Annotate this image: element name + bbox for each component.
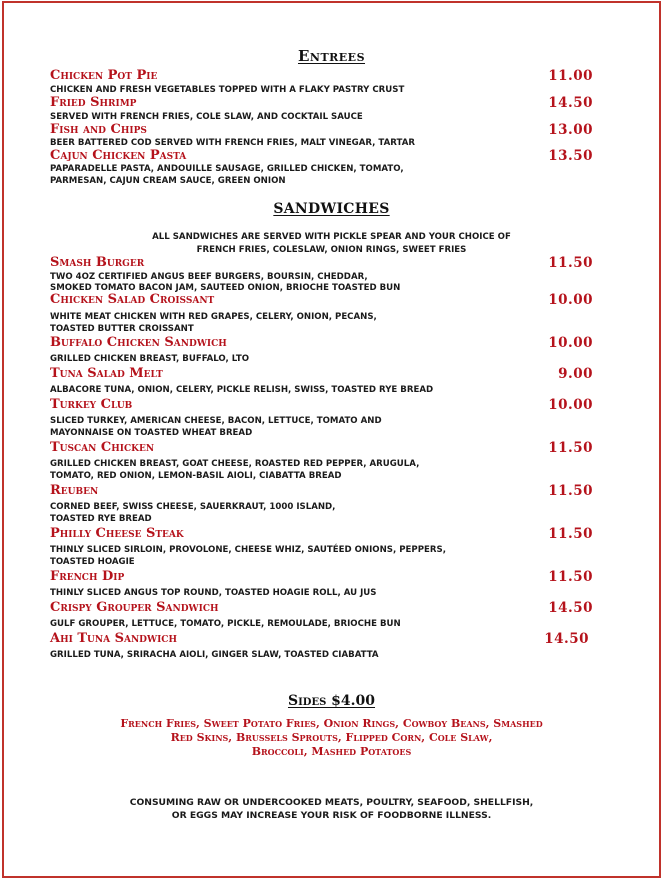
menu-item-description: SLICED TURKEY, AMERICAN CHEESE, BACON, LETTUCE, TOMATO AND xyxy=(50,416,382,426)
menu-item-name: Buffalo Chicken Sandwich xyxy=(50,335,227,350)
menu-item-price: 10.00 xyxy=(548,292,593,308)
menu-item-description: TOMATO, RED ONION, LEMON-BASIL AIOLI, CIABATTA BREAD xyxy=(50,471,342,481)
menu-item-price: 11.50 xyxy=(548,526,593,542)
menu-item-price: 14.50 xyxy=(544,631,589,647)
menu-item-price: 11.50 xyxy=(548,255,593,271)
menu-item-name: Chicken Pot Pie xyxy=(50,68,158,83)
menu-item-description: TWO 4OZ CERTIFIED ANGUS BEEF BURGERS, BOURSIN, CHEDDAR, xyxy=(50,272,368,282)
menu-item-price: 14.50 xyxy=(548,600,593,616)
menu-item-description: SMOKED TOMATO BACON JAM, SAUTEED ONION, BRIOCHE TOASTED BUN xyxy=(50,283,401,293)
menu-item-price: 10.00 xyxy=(548,397,593,413)
menu-item-name: Cajun Chicken Pasta xyxy=(50,148,187,163)
sandwiches-heading: SANDWICHES xyxy=(273,201,390,217)
menu-item-description: CORNED BEEF, SWISS CHEESE, SAUERKRAUT, 1000 ISLAND, xyxy=(50,502,336,512)
menu-item-price: 10.00 xyxy=(548,335,593,351)
menu-item-description: THINLY SLICED SIRLOIN, PROVOLONE, CHEESE WHIZ, SAUTÉED ONIONS, PEPPERS, xyxy=(50,545,446,555)
menu-item-name: Smash Burger xyxy=(50,255,145,270)
menu-item-name: Chicken Salad Croissant xyxy=(50,292,215,307)
menu-item-name: Fried Shrimp xyxy=(50,95,137,110)
menu-item-description: TOASTED RYE BREAD xyxy=(50,514,152,524)
menu-item-name: Tuscan Chicken xyxy=(50,440,155,455)
menu-item-description: CHICKEN AND FRESH VEGETABLES TOPPED WITH A FLAKY PASTRY CRUST xyxy=(50,85,405,95)
menu-page xyxy=(2,1,661,878)
entrees-heading: Entrees xyxy=(297,47,366,65)
menu-item-description: GULF GROUPER, LETTUCE, TOMATO, PICKLE, REMOULADE, BRIOCHE BUN xyxy=(50,619,401,629)
menu-item-price: 11.50 xyxy=(548,440,593,456)
menu-item-price: 14.50 xyxy=(548,95,593,111)
menu-item-name: Crispy Grouper Sandwich xyxy=(50,600,219,615)
menu-item-description: THINLY SLICED ANGUS TOP ROUND, TOASTED HOAGIE ROLL, AU JUS xyxy=(50,588,377,598)
menu-item-name: Reuben xyxy=(50,483,99,498)
menu-item-name: Fish and Chips xyxy=(50,122,147,137)
menu-item-description: PARMESAN, CAJUN CREAM SAUCE, GREEN ONION xyxy=(50,176,286,186)
sides-list: French Fries, Sweet Potato Fries, Onion Rings, Cowboy Beans, Smashed Red Skins, Brussels Sprouts, Flipped Corn, Cole Slaw, Broccoli, Mashed Potatoes xyxy=(120,717,543,758)
menu-item-price: 13.00 xyxy=(548,122,593,138)
menu-item-description: GRILLED TUNA, SRIRACHA AIOLI, GINGER SLAW, TOASTED CIABATTA xyxy=(50,650,379,660)
menu-item-description: PAPARADELLE PASTA, ANDOUILLE SAUSAGE, GRILLED CHICKEN, TOMATO, xyxy=(50,164,404,174)
menu-item-price: 11.50 xyxy=(548,569,593,585)
food-safety-notice: CONSUMING RAW OR UNDERCOOKED MEATS, POULTRY, SEAFOOD, SHELLFISH, OR EGGS MAY INCREASE YOUR RISK OF FOODBORNE ILLNESS. xyxy=(129,797,534,821)
menu-item-name: Ahi Tuna Sandwich xyxy=(50,631,177,646)
menu-item-price: 13.50 xyxy=(548,148,593,164)
menu-item-description: WHITE MEAT CHICKEN WITH RED GRAPES, CELERY, ONION, PECANS, xyxy=(50,312,377,322)
menu-item-price: 11.00 xyxy=(548,68,593,84)
sandwiches-note: ALL SANDWICHES ARE SERVED WITH PICKLE SPEAR AND YOUR CHOICE OF FRENCH FRIES, COLESLAW, ONION RINGS, SWEET FRIES xyxy=(152,232,511,255)
menu-item-price: 9.00 xyxy=(558,366,593,382)
menu-item-description: BEER BATTERED COD SERVED WITH FRENCH FRIES, MALT VINEGAR, TARTAR xyxy=(50,138,415,148)
menu-item-description: TOASTED HOAGIE xyxy=(50,557,135,567)
menu-item-description: ALBACORE TUNA, ONION, CELERY, PICKLE RELISH, SWISS, TOASTED RYE BREAD xyxy=(50,385,434,395)
menu-item-description: MAYONNAISE ON TOASTED WHEAT BREAD xyxy=(50,428,253,438)
sides-heading: Sides $4.00 xyxy=(287,693,376,709)
menu-item-name: Turkey Club xyxy=(50,397,133,412)
menu-item-description: SERVED WITH FRENCH FRIES, COLE SLAW, AND COCKTAIL SAUCE xyxy=(50,112,363,122)
menu-item-description: GRILLED CHICKEN BREAST, GOAT CHEESE, ROASTED RED PEPPER, ARUGULA, xyxy=(50,459,420,469)
menu-item-name: French Dip xyxy=(50,569,125,584)
menu-item-description: GRILLED CHICKEN BREAST, BUFFALO, LTO xyxy=(50,354,250,364)
menu-item-name: Tuna Salad Melt xyxy=(50,366,163,381)
menu-item-price: 11.50 xyxy=(548,483,593,499)
menu-item-description: TOASTED BUTTER CROISSANT xyxy=(50,324,194,334)
menu-item-name: Philly Cheese Steak xyxy=(50,526,184,541)
